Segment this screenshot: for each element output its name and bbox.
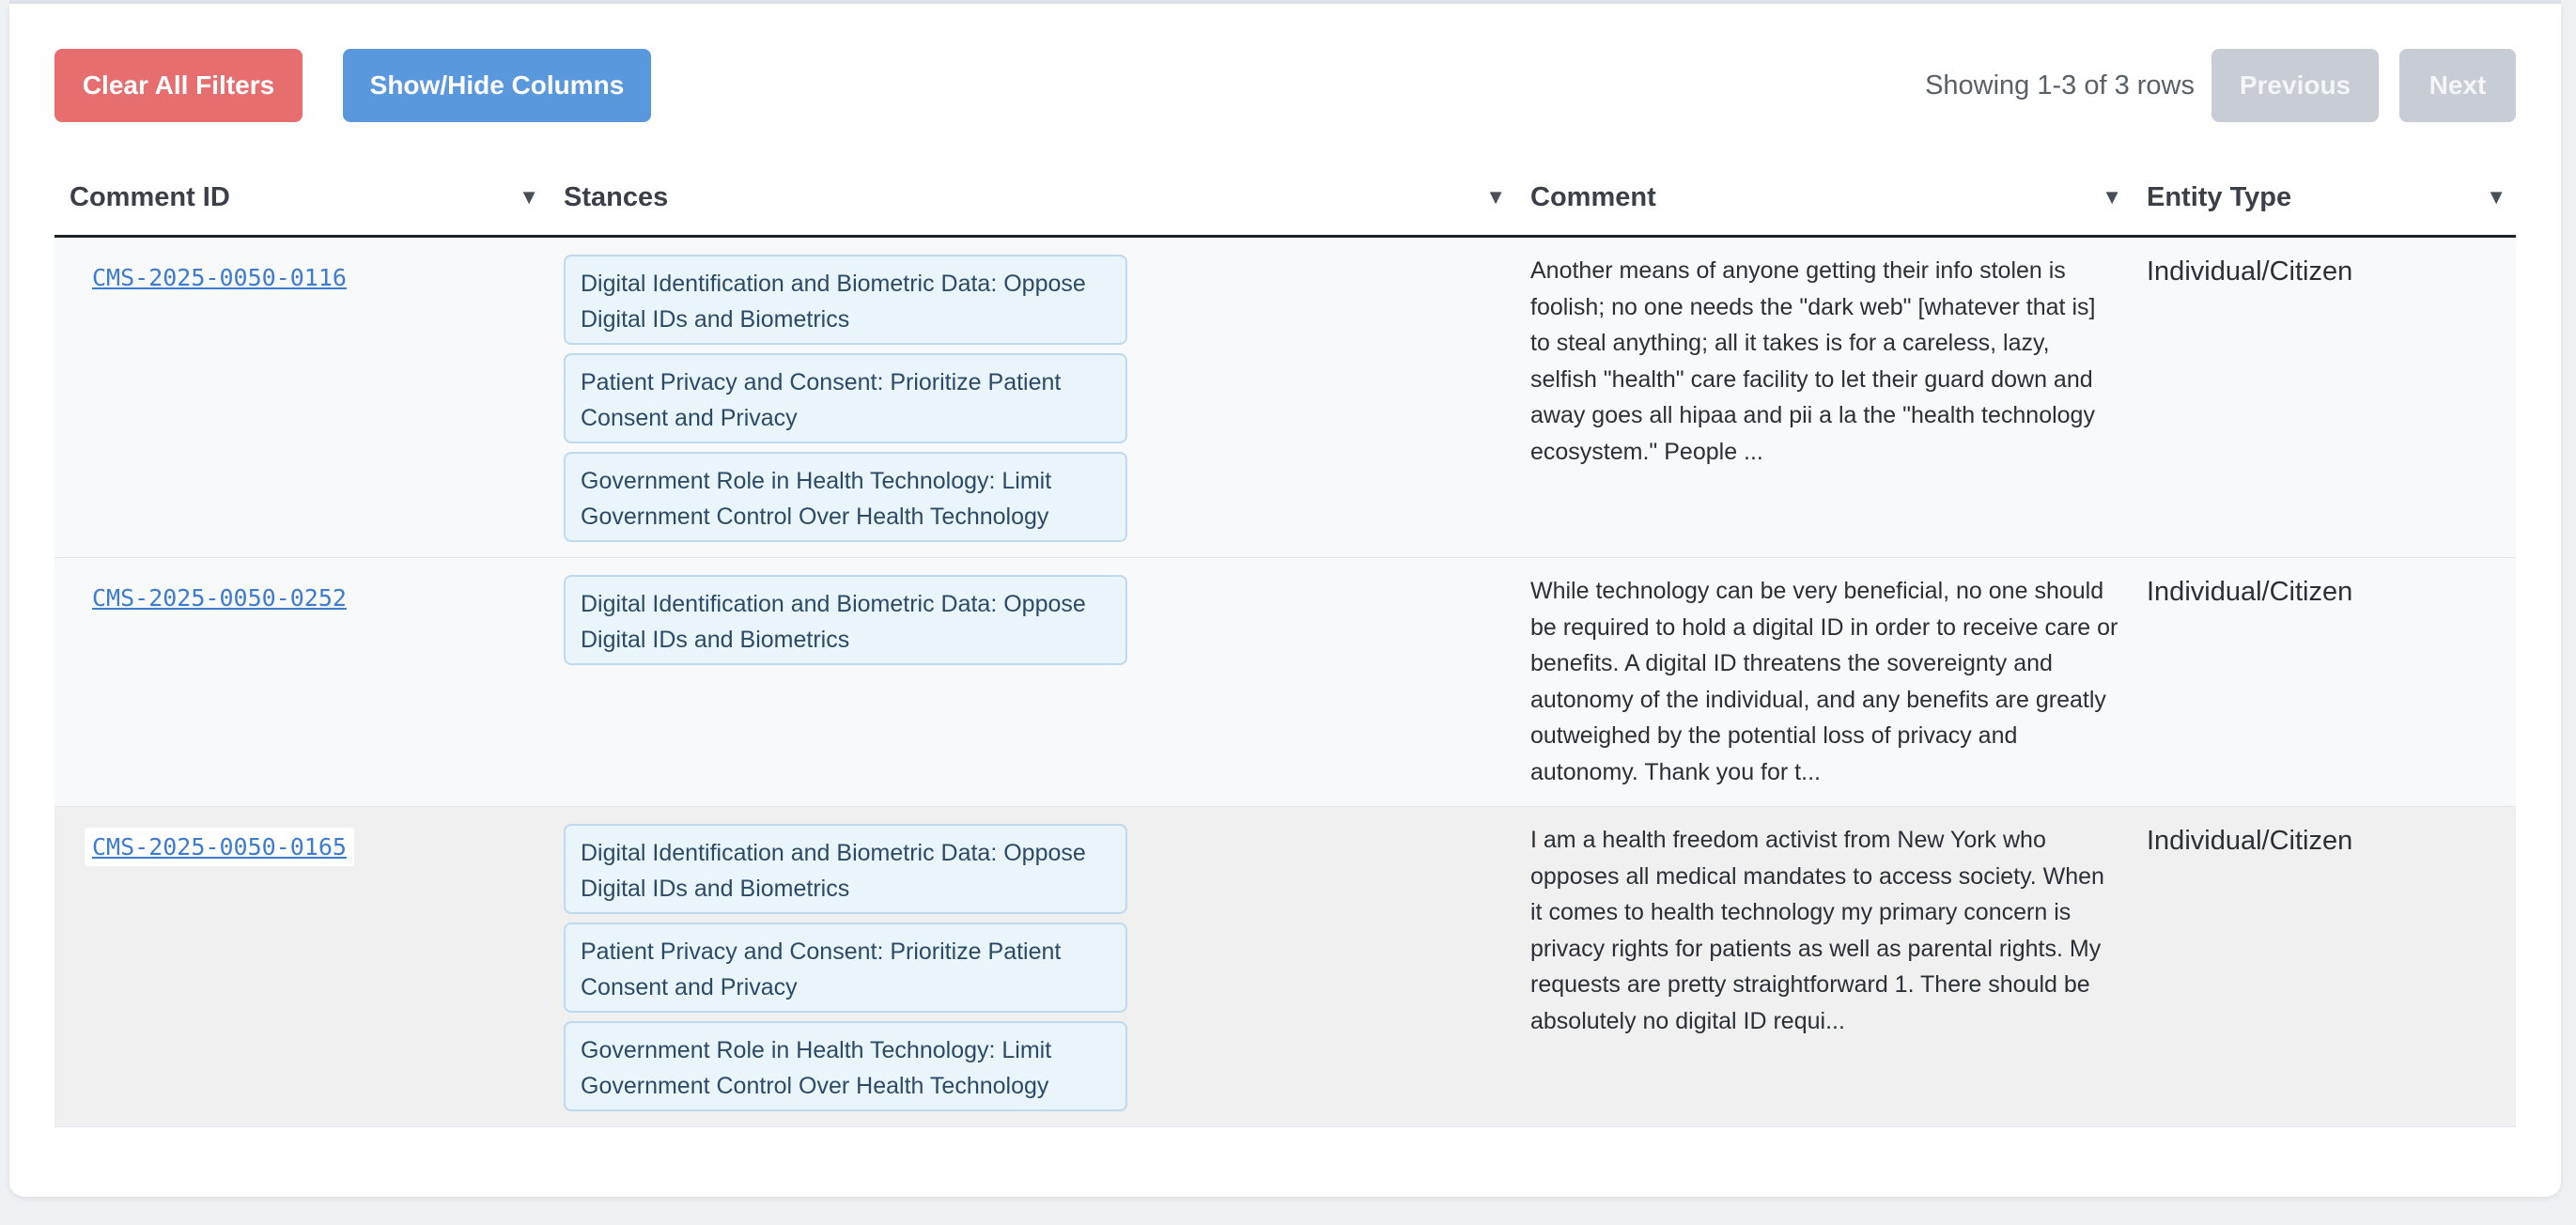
comment-id-link[interactable]: CMS-2025-0050-0252 [92, 584, 347, 612]
stance-tag: Digital Identification and Biometric Data: Oppose Digital IDs and Biometrics [564, 824, 1127, 914]
sort-down-icon[interactable]: ▼ [2102, 185, 2122, 209]
table-header [54, 163, 2516, 238]
sort-down-icon[interactable]: ▼ [2486, 185, 2506, 209]
comment-text: While technology can be very beneficial, no one should be required to hold a digital ID in order to receive care or benefits. A digital ID threatens the sovereignty and autonomy of the individual, and any benefits are greatly outweighed by the potential loss of privacy and autonomy. Thank you for t... [1530, 578, 2118, 785]
column-header-stances[interactable] [549, 163, 1515, 235]
next-page-button[interactable]: Next [2399, 49, 2516, 122]
comments-table [54, 163, 2516, 1127]
comment-id-link[interactable]: CMS-2025-0050-0165 [85, 828, 354, 866]
stances-cell [564, 824, 1127, 1120]
comment-text: Another means of anyone getting their info stolen is foolish; no one needs the "dark web" [whatever that is] to steal anything; all it takes is for a careless, lazy, selfish "health" care facility to let their guard down and away goes all hipaa and pii a la the "health technology ecosystem." People ... [1530, 257, 2096, 465]
stances-cell [564, 575, 1127, 674]
stance-tag: Digital Identification and Biometric Data: Oppose Digital IDs and Biometrics [564, 255, 1127, 345]
sort-down-icon[interactable]: ▼ [1485, 185, 1506, 209]
pagination-status: Showing 1-3 of 3 rows [1925, 70, 2195, 101]
table-row [54, 238, 2516, 558]
column-header-label: Entity Type [2147, 182, 2292, 212]
table-row [54, 807, 2516, 1127]
column-header-entity-type[interactable] [2132, 163, 2516, 235]
stance-tag: Government Role in Health Technology: Limit Government Control Over Health Technology [564, 1021, 1127, 1111]
stance-tag: Digital Identification and Biometric Data: Oppose Digital IDs and Biometrics [564, 575, 1127, 665]
previous-page-button[interactable]: Previous [2211, 49, 2379, 122]
entity-type: Individual/Citizen [2147, 577, 2353, 607]
entity-type: Individual/Citizen [2147, 826, 2353, 856]
column-header-label: Comment ID [70, 182, 230, 212]
sort-down-icon[interactable]: ▼ [519, 185, 539, 209]
results-card [9, 4, 2561, 1197]
column-header-comment-id[interactable] [54, 163, 549, 235]
stance-tag: Patient Privacy and Consent: Prioritize Patient Consent and Privacy [564, 923, 1127, 1013]
stance-tag: Patient Privacy and Consent: Prioritize Patient Consent and Privacy [564, 353, 1127, 443]
show-hide-columns-button[interactable]: Show/Hide Columns [343, 49, 651, 122]
column-header-comment[interactable] [1515, 163, 2132, 235]
column-header-label: Comment [1530, 182, 1656, 212]
entity-type: Individual/Citizen [2147, 256, 2353, 287]
table-row [54, 558, 2516, 807]
table-toolbar [54, 49, 2516, 122]
stance-tag: Government Role in Health Technology: Limit Government Control Over Health Technology [564, 452, 1127, 542]
comment-id-link[interactable]: CMS-2025-0050-0116 [92, 264, 347, 291]
comment-text: I am a health freedom activist from New York who opposes all medical mandates to access society. When it comes to health technology my primary concern is privacy rights for patients as well as parental rights. My requests are pretty straightforward 1. There should be absolutely no digital ID requi... [1530, 827, 2104, 1034]
clear-all-filters-button[interactable]: Clear All Filters [54, 49, 303, 122]
column-header-label: Stances [564, 182, 669, 212]
stances-cell [564, 255, 1127, 550]
